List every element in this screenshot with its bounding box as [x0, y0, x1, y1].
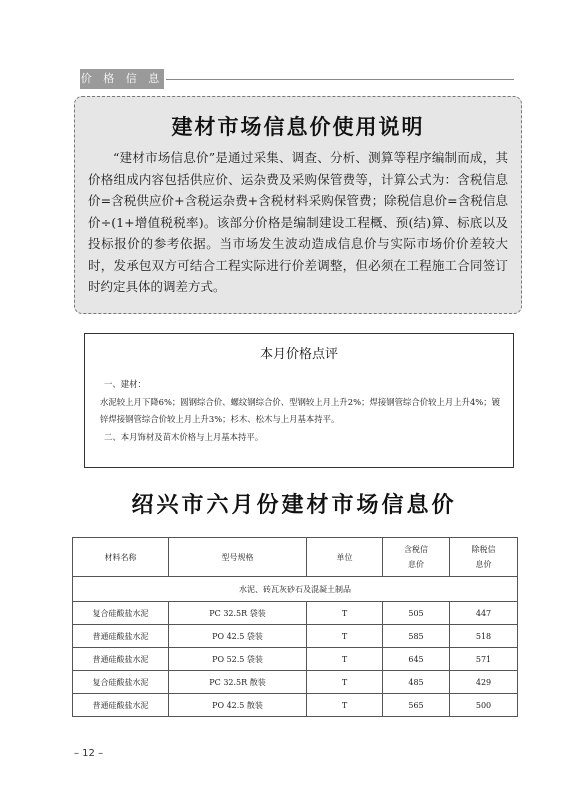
section-label: 价 格 信 息	[80, 69, 164, 89]
review-line: 二、本月饰材及苗木价格与上月基本持平。	[104, 431, 264, 442]
header-divider	[166, 79, 514, 80]
usage-notes-title: 建材市场信息价使用说明	[171, 115, 425, 139]
material-spec: PC 32.5R 袋装	[169, 602, 307, 625]
material-name: 复合硅酸盐水泥	[73, 671, 169, 694]
monthly-review-box	[84, 333, 514, 468]
material-unit: T	[307, 625, 383, 648]
table-row	[73, 694, 518, 717]
material-name: 普通硅酸盐水泥	[73, 694, 169, 717]
material-unit: T	[307, 694, 383, 717]
col-header-tax-excl	[450, 538, 518, 577]
page-number: – 12 –	[74, 748, 104, 759]
category-row	[73, 577, 518, 602]
price-tax-incl: 485	[383, 671, 450, 694]
col-header-name: 材料名称	[73, 538, 169, 577]
category-label: 水泥、砖瓦灰砂石及混凝土制品	[73, 577, 518, 602]
table-row	[73, 602, 518, 625]
price-tax-excl: 571	[450, 648, 518, 671]
price-tax-incl: 645	[383, 648, 450, 671]
price-tax-excl: 429	[450, 671, 518, 694]
col-header-tax-incl	[383, 538, 450, 577]
review-line: 水泥较上月下降6%；圆钢综合价、螺纹钢综合价、型钢较上月上升2%；焊接钢管综合价较上月上升4%；镀锌焊接钢管综合价较上月上升3%；杉木、松木与上月基本持平。	[100, 396, 500, 424]
col-header-tax-incl-text: 含税信息价	[404, 545, 428, 569]
price-tax-incl: 585	[383, 625, 450, 648]
table-row	[73, 648, 518, 671]
material-name: 普通硅酸盐水泥	[73, 648, 169, 671]
price-tax-excl: 518	[450, 625, 518, 648]
review-line: 一、建材：	[104, 379, 146, 389]
col-header-unit: 单位	[307, 538, 383, 577]
monthly-review-title: 本月价格点评	[259, 347, 338, 362]
material-name: 复合硅酸盐水泥	[73, 602, 169, 625]
material-spec: PC 32.5R 散装	[169, 671, 307, 694]
material-name: 普通硅酸盐水泥	[73, 625, 169, 648]
col-header-spec: 型号规格	[169, 538, 307, 577]
table-header-row	[73, 538, 518, 577]
price-tax-incl: 505	[383, 602, 450, 625]
material-unit: T	[307, 602, 383, 625]
monthly-review-body	[100, 376, 505, 446]
price-table	[72, 537, 517, 717]
usage-notes-body: “建材市场信息价”是通过采集、调查、分析、测算等程序编制而成，其价格组成内容包括供应价、运杂费及采购保管费等，计算公式为：含税信息价=含税供应价+含税运杂费+含税材料采购保管费；除税信息价=含税信息价÷(1+增值税税率)。该部分价格是编制建设工程概、预(结)算、标底以及投标报价的参考依据。当市场发生波动造成信息价与实际市场价价差较大时，发承包双方可结合工程实际进行价差调整，但必须在工程施工合同签订时约定具体的调差方式。	[88, 150, 508, 294]
price-tax-excl: 447	[450, 602, 518, 625]
material-unit: T	[307, 671, 383, 694]
price-tax-excl: 500	[450, 694, 518, 717]
price-tax-incl: 565	[383, 694, 450, 717]
table-row	[73, 625, 518, 648]
usage-notes-box	[74, 96, 522, 314]
material-unit: T	[307, 648, 383, 671]
material-spec: PO 52.5 袋装	[169, 648, 307, 671]
table-row	[73, 671, 518, 694]
material-spec: PO 42.5 袋装	[169, 625, 307, 648]
material-spec: PO 42.5 散装	[169, 694, 307, 717]
price-table-title: 绍兴市六月份建材市场信息价	[131, 493, 457, 518]
col-header-tax-excl-text: 除税信息价	[471, 545, 496, 569]
